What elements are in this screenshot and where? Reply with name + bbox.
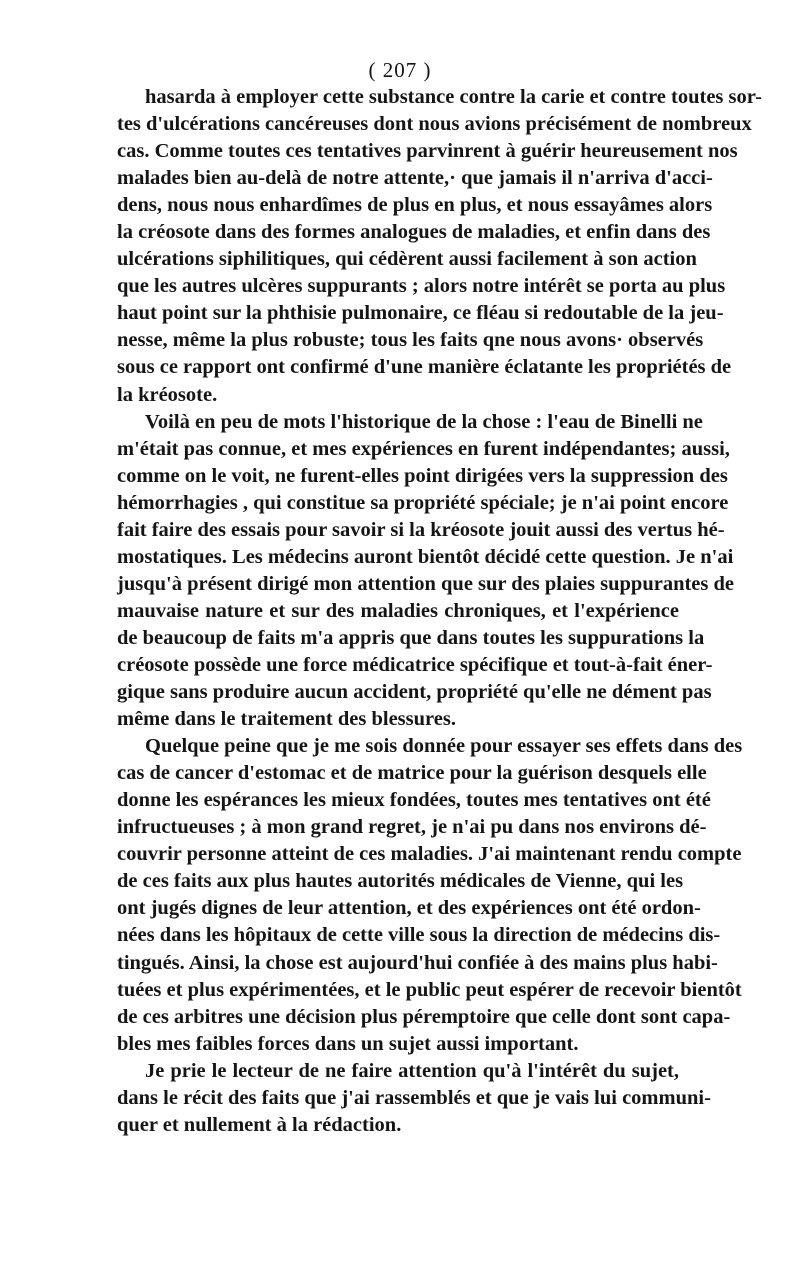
text-line: hémorrhagies , qui constitue sa propriété spéciale; je n'ai point encore bbox=[117, 491, 729, 514]
text-line: fait faire des essais pour savoir si la kréosote jouit aussi des vertus hé- bbox=[117, 518, 725, 541]
text-line: malades bien au-delà de notre attente,· que jamais il n'arriva d'acci- bbox=[117, 167, 713, 190]
paragraph bbox=[117, 733, 743, 1058]
text-line: bles mes faibles forces dans un sujet aussi important. bbox=[117, 1032, 579, 1055]
text-line: Quelque peine que je me sois donnée pour essayer ses effets dans des bbox=[145, 735, 743, 758]
text-line: gique sans produire aucun accident, propriété qu'elle ne dément pas bbox=[117, 681, 712, 704]
text-line: la kréosote. bbox=[117, 383, 218, 406]
text-line: cas. Comme toutes ces tentatives parvinrent à guérir heureusement nos bbox=[117, 140, 738, 163]
paragraph bbox=[117, 84, 762, 409]
paragraph bbox=[117, 1058, 711, 1139]
text-line: donne les espérances les mieux fondées, toutes mes tentatives ont été bbox=[117, 789, 711, 812]
text-line: mostatiques. Les médecins auront bientôt décidé cette question. Je n'ai bbox=[117, 545, 734, 568]
text-line: quer et nullement à la rédaction. bbox=[117, 1113, 402, 1136]
text-line: ont jugés dignes de leur attention, et des expériences ont été ordon- bbox=[117, 897, 701, 920]
text-line: nesse, même la plus robuste; tous les faits qne nous avons· observés bbox=[117, 329, 704, 352]
text-line: créosote possède une force médicatrice spécifique et tout-à-fait éner- bbox=[117, 653, 713, 676]
text-line: Voilà en peu de mots l'historique de la chose : l'eau de Binelli ne bbox=[145, 410, 703, 433]
text-line: haut point sur la phthisie pulmonaire, ce fléau si redoutable de la jeu- bbox=[117, 302, 724, 325]
text-line: comme on le voit, ne furent-elles point dirigées vers la suppression des bbox=[117, 464, 728, 487]
text-line: sous ce rapport ont confirmé d'une manière éclatante les propriétés de bbox=[117, 356, 732, 379]
text-line: cas de cancer d'estomac et de matrice pour la guérison desquels elle bbox=[117, 762, 707, 785]
text-line: même dans le traitement des blessures. bbox=[117, 708, 456, 731]
text-line: de ces arbitres une décision plus péremptoire que celle dont sont capa- bbox=[117, 1005, 731, 1028]
body-text bbox=[117, 84, 762, 1139]
text-line: m'était pas connue, et mes expériences en furent indépendantes; aussi, bbox=[117, 437, 730, 460]
text-line: dens, nous nous enhardîmes de plus en plus, et nous essayâmes alors bbox=[117, 194, 713, 217]
text-line: infructueuses ; à mon grand regret, je n'ai pu dans nos environs dé- bbox=[117, 816, 707, 839]
text-line: Je prie le lecteur de ne faire attention qu'à l'intérêt du sujet, bbox=[145, 1059, 679, 1082]
text-line: mauvaise nature et sur des maladies chroniques, et l'expérience bbox=[117, 599, 679, 622]
text-line: jusqu'à présent dirigé mon attention que sur des plaies suppurantes de bbox=[117, 572, 734, 595]
text-line: que les autres ulcères suppurants ; alors notre intérêt se porta au plus bbox=[117, 275, 726, 298]
text-line: la créosote dans des formes analogues de maladies, et enfin dans des bbox=[117, 221, 711, 244]
text-line: nées dans les hôpitaux de cette ville sous la direction de médecins dis- bbox=[117, 924, 721, 947]
text-line: dans le récit des faits que j'ai rassemblés et que je vais lui communi- bbox=[117, 1086, 711, 1109]
text-line: tuées et plus expérimentées, et le public peut espérer de recevoir bientôt bbox=[117, 978, 742, 1001]
page-number: ( 207 ) bbox=[368, 58, 432, 82]
text-line: couvrir personne atteint de ces maladies. J'ai maintenant rendu compte bbox=[117, 843, 742, 866]
paragraph bbox=[117, 409, 734, 734]
text-line: ulcérations siphilitiques, qui cédèrent aussi facilement à son action bbox=[117, 248, 697, 271]
text-line: tingués. Ainsi, la chose est aujourd'hui confiée à des mains plus habi- bbox=[117, 951, 718, 974]
text-line: de ces faits aux plus hautes autorités médicales de Vienne, qui les bbox=[117, 870, 684, 893]
text-line: hasarda à employer cette substance contre la carie et contre toutes sor- bbox=[145, 86, 762, 108]
text-line: de beaucoup de faits m'a appris que dans toutes les suppurations la bbox=[117, 626, 705, 649]
text-line: tes d'ulcérations cancéreuses dont nous avions précisément de nombreux bbox=[117, 113, 752, 136]
